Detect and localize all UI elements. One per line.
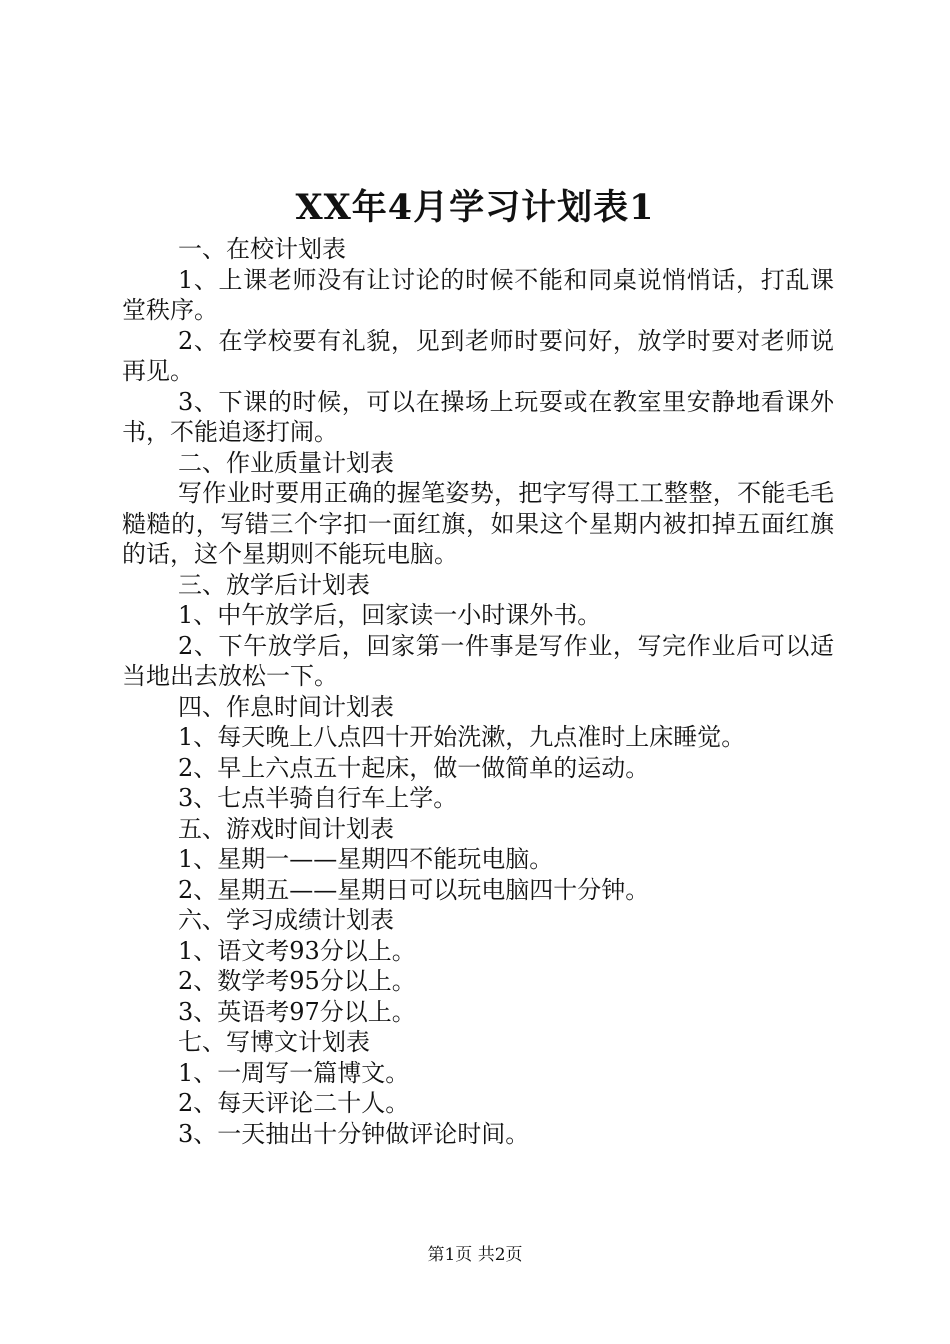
paragraph: 2、星期五——星期日可以玩电脑四十分钟。	[178, 875, 650, 904]
page-footer: 第1页 共2页	[427, 1245, 523, 1265]
paragraph: 2、在学校要有礼貌，见到老师时要问好，放学时要对老师说再见。	[122, 326, 834, 385]
section-heading-1: 一、在校计划表	[178, 235, 346, 263]
document-title: XX年4月学习计划表1	[295, 187, 655, 228]
paragraph: 2、数学考95分以上。	[178, 967, 416, 995]
paragraph: 2、早上六点五十起床，做一做简单的运动。	[178, 753, 650, 782]
paragraph: 3、下课的时候，可以在操场上玩耍或在教室里安静地看课外书，不能追逐打闹。	[122, 387, 834, 446]
section-heading-3: 三、放学后计划表	[178, 570, 370, 599]
paragraph: 1、语文考93分以上。	[178, 936, 416, 965]
paragraph: 1、每天晚上八点四十开始洗漱，九点准时上床睡觉。	[178, 723, 746, 751]
paragraph: 3、英语考97分以上。	[178, 997, 416, 1026]
paragraph: 写作业时要用正确的握笔姿势，把字写得工工整整，不能毛毛糙糙的，写错三个字扣一面红旗，如果这个星期内被扣掉五面红旗的话，这个星期则不能玩电脑。	[122, 479, 834, 568]
paragraph: 1、中午放学后，回家读一小时课外书。	[178, 601, 602, 629]
section-heading-6: 六、学习成绩计划表	[178, 906, 394, 934]
paragraph: 3、一天抽出十分钟做评论时间。	[178, 1119, 530, 1148]
paragraph: 3、七点半骑自行车上学。	[178, 784, 458, 812]
paragraph: 1、上课老师没有让讨论的时候不能和同桌说悄悄话，打乱课堂秩序。	[122, 265, 834, 324]
section-heading-5: 五、游戏时间计划表	[178, 814, 394, 843]
section-heading-2: 二、作业质量计划表	[178, 448, 394, 477]
section-heading-4: 四、作息时间计划表	[178, 692, 394, 721]
paragraph: 2、每天评论二十人。	[178, 1089, 410, 1117]
paragraph: 1、一周写一篇博文。	[178, 1058, 410, 1087]
section-heading-7: 七、写博文计划表	[178, 1028, 370, 1056]
paragraph: 2、下午放学后，回家第一件事是写作业，写完作业后可以适当地出去放松一下。	[122, 631, 834, 690]
document-body	[122, 234, 834, 1149]
paragraph: 1、星期一——星期四不能玩电脑。	[178, 845, 554, 873]
